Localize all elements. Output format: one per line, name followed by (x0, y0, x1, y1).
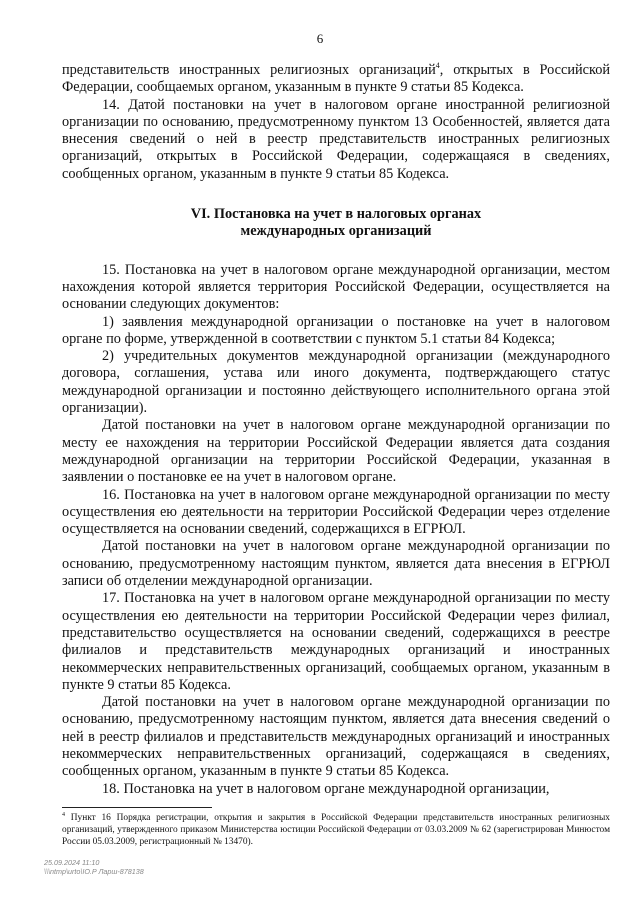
section-heading-line-1: VI. Постановка на учет в налоговых органах (190, 206, 482, 223)
footnote-separator (62, 807, 212, 808)
paragraph-18: 18. Постановка на учет в налоговом органе международной организации, (102, 780, 550, 797)
print-stamp-date: 25.09.2024 11:10 (44, 858, 100, 867)
paragraph-continuation (62, 62, 610, 97)
paragraph-17: 17. Постановка на учет в налоговом органе международной организации по месту осуществления ею деятельности на территории Российской Федерации через филиал, представительство осуществляется на основании сведений, содержащихся в реестре филиалов и представительств международных организаций и иностранных некоммерческих неправительственных организаций, сообщаемых органом, указанным в пункте 9 статьи 85 Кодекса. (62, 590, 610, 693)
footnote (62, 812, 610, 848)
paragraph-15-item-2: 2) учредительных документов международной организации (международного договора, соглашения, устава или иного документа, подтверждающего статус международной организации и постоянно действующего исполнительного органа этой организации). (62, 348, 610, 417)
paragraph-17-date: Датой постановки на учет в налоговом органе международной организации по основанию, предусмотренному настоящим пунктом, является дата внесения сведений о ней в реестр филиалов и представительств международных организаций и иностранных некоммерческих неправительственных организаций, содержащаяся в сведениях, сообщенных органом, указанным в пункте 9 статьи 85 Кодекса. (62, 694, 610, 780)
footnote-text: Пункт 16 Порядка регистрации, открытия и закрытия в Российской Федерации представительств иностранных религиозных организаций, утвержденного приказом Министерства юстиции Российской Федерации от 03.03.2009 № 62 (зарегистрирован Минюстом России 05.03.2009, регистрационный № 13470). (62, 813, 610, 847)
section-heading-line-2: международных организаций (240, 223, 432, 240)
print-stamp (44, 858, 144, 876)
paragraph-16: 16. Постановка на учет в налоговом органе международной организации по месту осуществления ею деятельности на территории Российской Федерации через отделение осуществляется на основании сведений, содержащихся в ЕГРЮЛ. (62, 486, 610, 538)
paragraph-16-date: Датой постановки на учет в налоговом органе международной организации по основанию, предусмотренному настоящим пунктом, является дата внесения в ЕГРЮЛ записи об отделении международной организации. (62, 538, 610, 590)
paragraph-text: представительств иностранных религиозных организаций (62, 62, 436, 78)
paragraph-15-date: Датой постановки на учет в налоговом органе международной организации по месту ее нахождения на территории Российской Федерации является дата создания международной организации на территории Российской Федерации, указанная в заявлении о постановке ее на учет в налоговом органе. (62, 417, 610, 486)
footnote-reference[interactable]: 4 (435, 61, 440, 71)
paragraph-text: , открытых в Российской Федерации, сообщаемых органом, указанным в пункте 9 статьи 85 Кодекса. (62, 62, 611, 96)
paragraph-15-item-1: 1) заявления международной организации о постановке на учет в налоговом органе по форме, утвержденной в соответствии с пунктом 5.1 статьи 84 Кодекса; (62, 313, 610, 347)
page-number: 6 (316, 31, 324, 46)
print-stamp-path: \\\ntmp\urto\IO.P Ларш-878138 (44, 867, 144, 876)
document-body (62, 62, 610, 798)
section-heading (62, 206, 610, 241)
paragraph-15: 15. Постановка на учет в налоговом органе международной организации, местом нахождения которой является территория Российской Федерации, осуществляется на основании следующих документов: (62, 261, 610, 313)
paragraph-14: 14. Датой постановки на учет в налоговом органе иностранной религиозной организации по основанию, предусмотренному пунктом 13 Особенностей, является дата внесения сведений о ней в реестр представительств иностранных религиозных организаций, открытых в Российской Федерации, содержащаяся в сведениях, сообщенных органом, указанным в пункте 9 статьи 85 Кодекса. (62, 96, 610, 182)
footnote-marker: 4 (62, 811, 65, 818)
